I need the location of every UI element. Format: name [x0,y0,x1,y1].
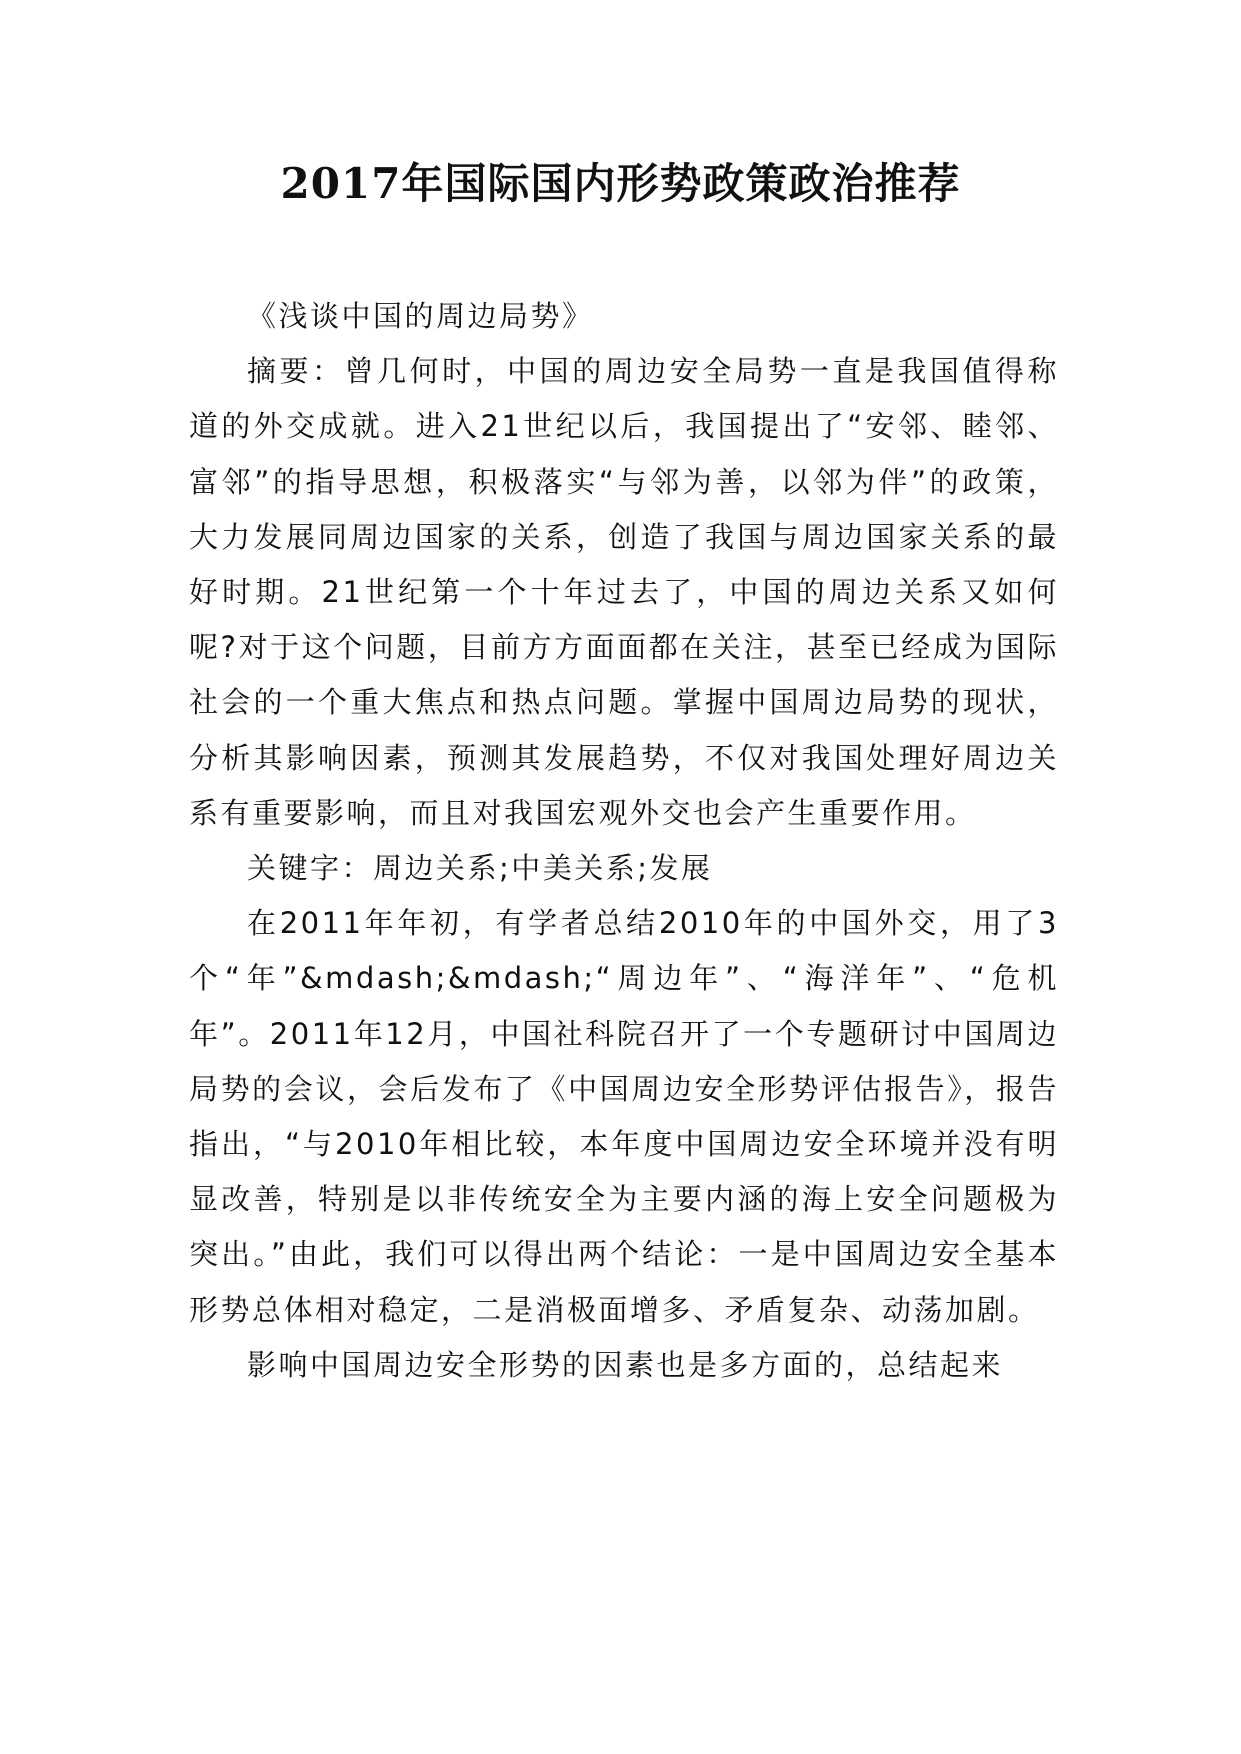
document-body [189,289,1059,1393]
abstract-paragraph: 摘要：曾几何时，中国的周边安全局势一直是我国值得称道的外交成就。进入21世纪以后，我国提出了“安邻、睦邻、富邻”的指导思想，积极落实“与邻为善，以邻为伴”的政策，大力发展同周边国家的关系，创造了我国与周边国家关系的最好时期。21世纪第一个十年过去了，中国的周边关系又如何呢?对于这个问题，目前方方面面都在关注，甚至已经成为国际社会的一个重大焦点和热点问题。掌握中国周边局势的现状，分析其影响因素，预测其发展趋势，不仅对我国处理好周边关系有重要影响，而且对我国宏观外交也会产生重要作用。 [189,354,1059,830]
article-heading: 《浅谈中国的周边局势》 [247,299,594,333]
body-paragraph: 影响中国周边安全形势的因素也是多方面的，总结起来 [247,1347,1004,1382]
body-paragraph: 在2011年年初，有学者总结2010年的中国外交，用了3个“年”&mdash;&mdash;“周边年”、“海洋年”、“危机年”。2011年12月，中国社科院召开了一个专题研讨中国周边局势的会议，会后发布了《中国周边安全形势评估报告》，报告指出，“与2010年相比较，本年度中国周边安全环境并没有明显改善，特别是以非传统安全为主要内涵的海上安全问题极为突出。”由此，我们可以得出两个结论：一是中国周边安全基本形势总体相对稳定，二是消极面增多、矛盾复杂、动荡加剧。 [189,906,1059,1327]
document-title: 2017年国际国内形势政策政治推荐 [280,159,961,208]
keywords-paragraph: 关键字：周边关系;中美关系;发展 [247,851,713,886]
